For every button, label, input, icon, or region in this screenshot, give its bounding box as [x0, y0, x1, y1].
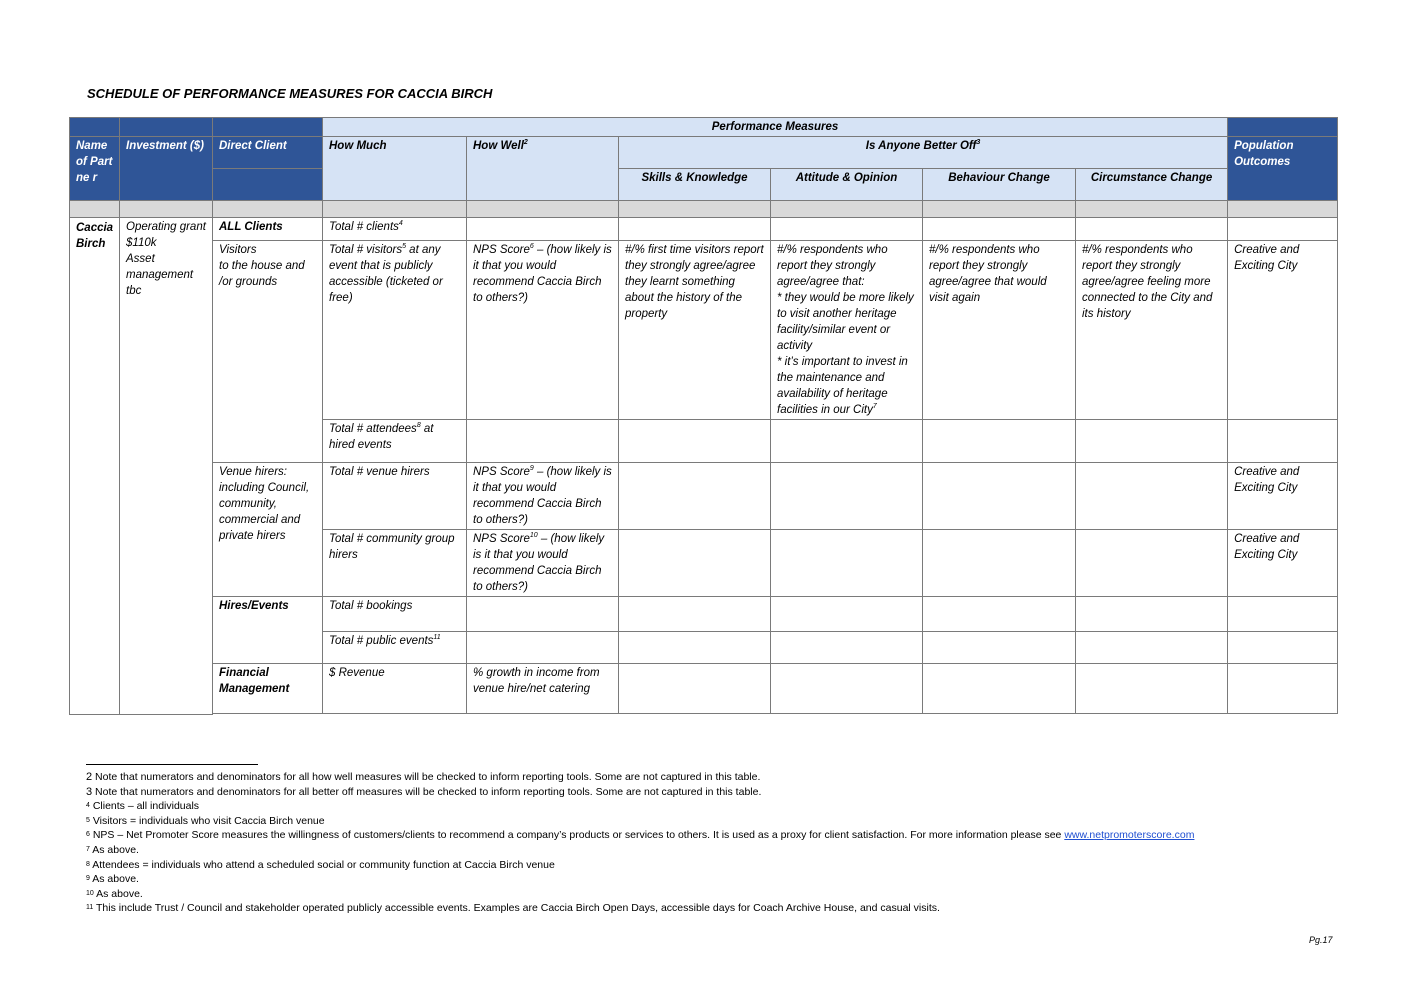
page-number: Pg.17 [1309, 935, 1333, 945]
skills-first-time-visitors: #/% first time visitors report they strongly agree/agree they learnt something about the history of the property [619, 241, 771, 420]
investment-asset: Asset management tbc [126, 253, 194, 297]
client-financial-management: Financial Management [213, 664, 323, 714]
header-investment: Investment ($) [120, 137, 213, 201]
population-venue-hirers: Creative and Exciting City [1228, 463, 1338, 530]
performance-measures-table [69, 117, 1338, 715]
population-visitors: Creative and Exciting City [1228, 241, 1338, 420]
footnote-10: $^{10}$ As above. [86, 887, 143, 900]
investment-operating: Operating grant $110k [126, 221, 206, 249]
header-attitude-opinion: Attitude & Opinion [771, 169, 923, 201]
circumstance-connected: #/% respondents who report they strongly agree/agree feeling more connected to the City and its history [1076, 241, 1228, 420]
footnote-8: $^8$ Attendees = individuals who attend a scheduled social or community function at Caccia Birch venue [86, 858, 555, 871]
table-header-row [70, 137, 1338, 169]
header-better-off: Is Anyone Better Off$^3$ [619, 137, 1228, 169]
footnote-5: $^5$ Visitors = individuals who visit Caccia Birch venue [86, 814, 325, 827]
client-visitors: Visitors to the house and /or grounds [213, 241, 323, 463]
footnotes [86, 764, 1346, 916]
netpromoterscore-link[interactable]: www.netpromoterscore.com [1064, 829, 1195, 842]
client-hires-events: Hires/Events [213, 597, 323, 664]
footnote-rule [86, 764, 258, 765]
header-skills-knowledge: Skills & Knowledge [619, 169, 771, 201]
footnote-9: $^9$ As above. [86, 873, 139, 886]
how-much-revenue: $ Revenue [323, 664, 467, 714]
header-direct-client-sub [213, 169, 323, 201]
table-row [70, 463, 1338, 530]
partner-name: Caccia Birch [70, 218, 120, 715]
client-all-clients: ALL Clients [213, 218, 323, 241]
header-population-outcomes: Population Outcomes [1228, 137, 1338, 201]
how-well-nps-community: NPS Score$^{10}$ – (how likely is it that you would recommend Caccia Birch to others?) [467, 530, 619, 597]
footnote-2: 2 Note that numerators and denominators for all how well measures will be checked to inform reporting tools. Some are not captured in this table. [86, 771, 761, 783]
how-much-total-attendees: Total # attendees$^8$ at hired events [323, 420, 467, 463]
page-title: SCHEDULE OF PERFORMANCE MEASURES FOR CACCIA BIRCH [87, 86, 493, 101]
footnote-6: $^6$ NPS – Net Promoter Score measures the willingness of customers/clients to recommend a company’s products or services to others. It is used as a proxy for client satisfaction. For more information please see www.netpromoterscore.com [86, 829, 1195, 842]
how-well-nps-visitors: NPS Score$^6$ – (how likely is it that you would recommend Caccia Birch to others?) [467, 241, 619, 420]
table-row [70, 241, 1338, 420]
attitude-respondents: #/% respondents who report they strongly agree/agree that: * they would be more likely to visit another heritage facility/similar event or activity * it’s important to invest in the maintenance and availability of heritage facilities in our City$^7$ [771, 241, 923, 420]
how-much-public-events: Total # public events$^{11}$ [323, 632, 467, 664]
table-row [70, 218, 1338, 241]
separator-row [70, 201, 1338, 218]
table-header-row [70, 169, 1338, 201]
how-much-community-hirers: Total # community group hirers [323, 530, 467, 597]
how-well-growth: % growth in income from venue hire/net catering [467, 664, 619, 714]
footnote-4: $^4$ Clients – all individuals [86, 800, 200, 813]
investment-cell [120, 218, 213, 715]
header-direct-client: Direct Client [213, 137, 323, 169]
footnote-7: $^7$ As above. [86, 843, 139, 856]
header-how-much: How Much [323, 137, 467, 201]
footnote-3: 3 Note that numerators and denominators for all better off measures will be checked to inform reporting tools. Some are not captured in this table. [86, 785, 762, 798]
header-how-well: How Well$^2$ [467, 137, 619, 201]
how-much-total-clients: Total # clients$^4$ [323, 218, 467, 241]
header-performance-measures: Performance Measures [323, 118, 1228, 137]
footnote-11: $^{11}$ This include Trust / Council and stakeholder operated publicly accessible events. Examples are Caccia Birch Open Days, accessible days for Coach Archive House, and casual visits. [86, 902, 940, 915]
behaviour-visit-again: #/% respondents who report they strongly agree/agree that would visit again [923, 241, 1076, 420]
header-name-of-partner: Name of Partne r [70, 137, 120, 201]
header-direct-client-top [213, 118, 323, 137]
how-well-nps-venue: NPS Score$^9$ – (how likely is it that you would recommend Caccia Birch to others?) [467, 463, 619, 530]
how-much-total-visitors: Total # visitors$^5$ at any event that is publicly accessible (ticketed or free) [323, 241, 467, 420]
header-population-top [1228, 118, 1338, 137]
header-behaviour-change: Behaviour Change [923, 169, 1076, 201]
how-much-bookings: Total # bookings [323, 597, 467, 632]
header-investment-top [120, 118, 213, 137]
table-header-row [70, 118, 1338, 137]
how-much-venue-hirers: Total # venue hirers [323, 463, 467, 530]
header-name-of-partner-top [70, 118, 120, 137]
table-row [70, 597, 1338, 632]
client-venue-hirers: Venue hirers: including Council, community, commercial and private hirers [213, 463, 323, 597]
header-circumstance-change: Circumstance Change [1076, 169, 1228, 201]
population-community: Creative and Exciting City [1228, 530, 1338, 597]
table-row [70, 664, 1338, 714]
